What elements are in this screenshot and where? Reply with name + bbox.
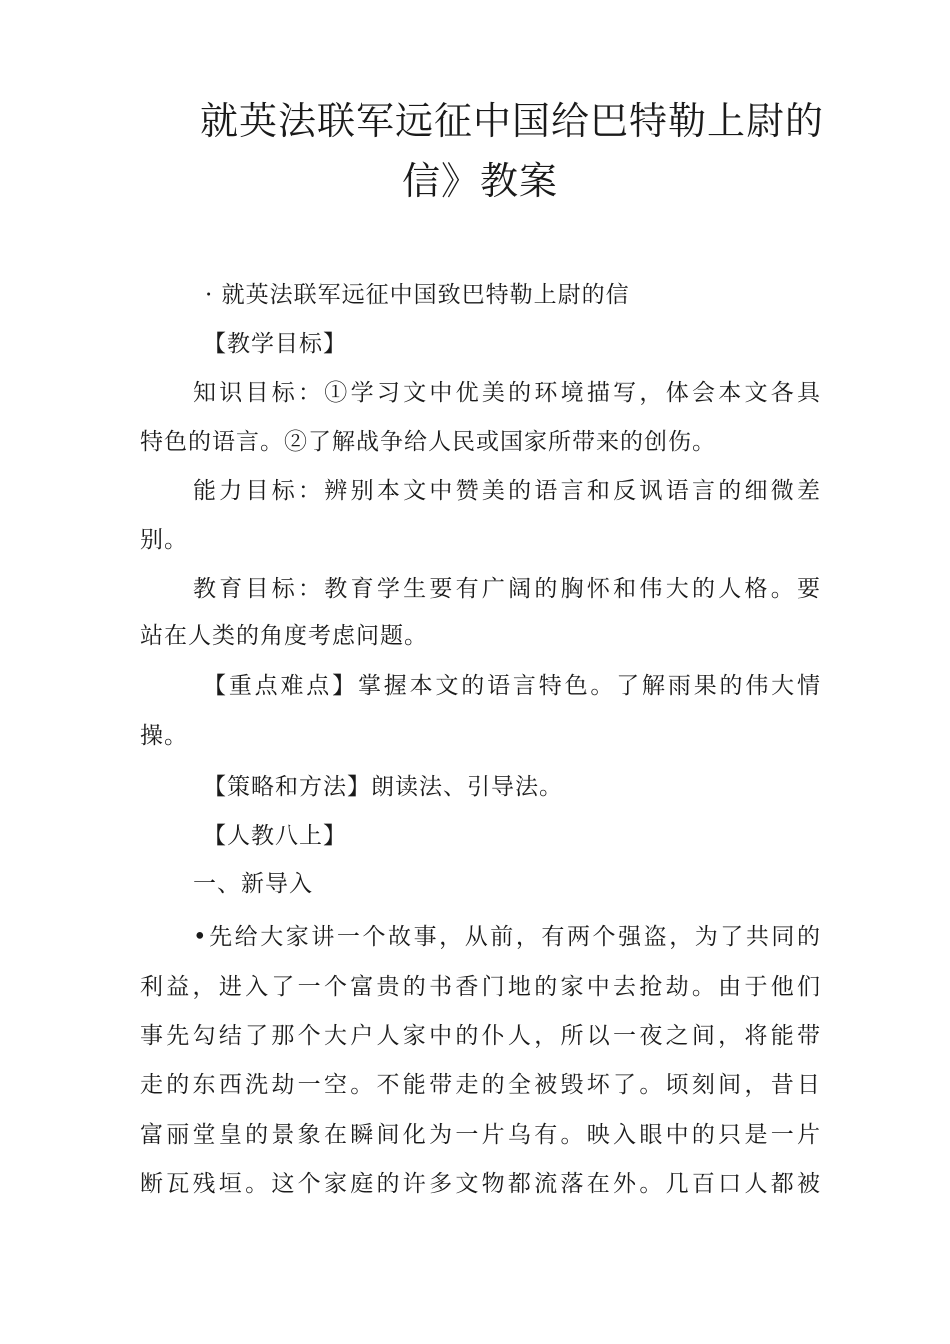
- education-goal-line-1: 教育目标：教育学生要有广阔的胸怀和伟大的人格。要: [193, 576, 821, 602]
- story-line-1: •先给大家讲一个故事，从前，有两个强盗，为了共同的: [193, 924, 821, 950]
- story-line-4: 走的东西洗劫一空。不能带走的全被毁坏了。顷刻间，昔日: [140, 1072, 821, 1098]
- section-heading-goals: 【教学目标】: [203, 331, 347, 357]
- story-line-5: 富丽堂皇的景象在瞬间化为一片乌有。映入眼中的只是一片: [140, 1122, 821, 1148]
- subtitle: · 就英法联军远征中国致巴特勒上尉的信: [205, 282, 630, 308]
- document-title-line-1: 就英法联军远征中国给巴特勒上尉的: [200, 99, 825, 143]
- story-line-2: 利益，进入了一个富贵的书香门地的家中去抢劫。由于他们: [140, 974, 821, 1000]
- ability-goal-line-1: 能力目标：辨别本文中赞美的语言和反讽语言的细微差: [193, 478, 821, 504]
- key-points-line-2: 操。: [140, 723, 188, 749]
- knowledge-goal-line-2: 特色的语言。②了解战争给人民或国家所带来的创伤。: [140, 429, 716, 455]
- intro-heading: 一、新导入: [193, 871, 313, 897]
- story-line-3: 事先勾结了那个大户人家中的仆人，所以一夜之间，将能带: [140, 1023, 821, 1049]
- key-points-line-1: 【重点难点】掌握本文的语言特色。了解雨果的伟大情: [203, 673, 821, 699]
- education-goal-line-2: 站在人类的角度考虑问题。: [140, 623, 428, 649]
- knowledge-goal-line-1: 知识目标：①学习文中优美的环境描写，体会本文各具: [193, 380, 821, 406]
- textbook-tag: 【人教八上】: [203, 823, 347, 849]
- document-title-line-2: 信》教案: [401, 159, 558, 203]
- strategy-line: 【策略和方法】朗读法、引导法。: [203, 774, 563, 800]
- story-line-6: 断瓦残垣。这个家庭的许多文物都流落在外。几百口人都被: [140, 1171, 821, 1197]
- ability-goal-line-2: 别。: [140, 527, 188, 553]
